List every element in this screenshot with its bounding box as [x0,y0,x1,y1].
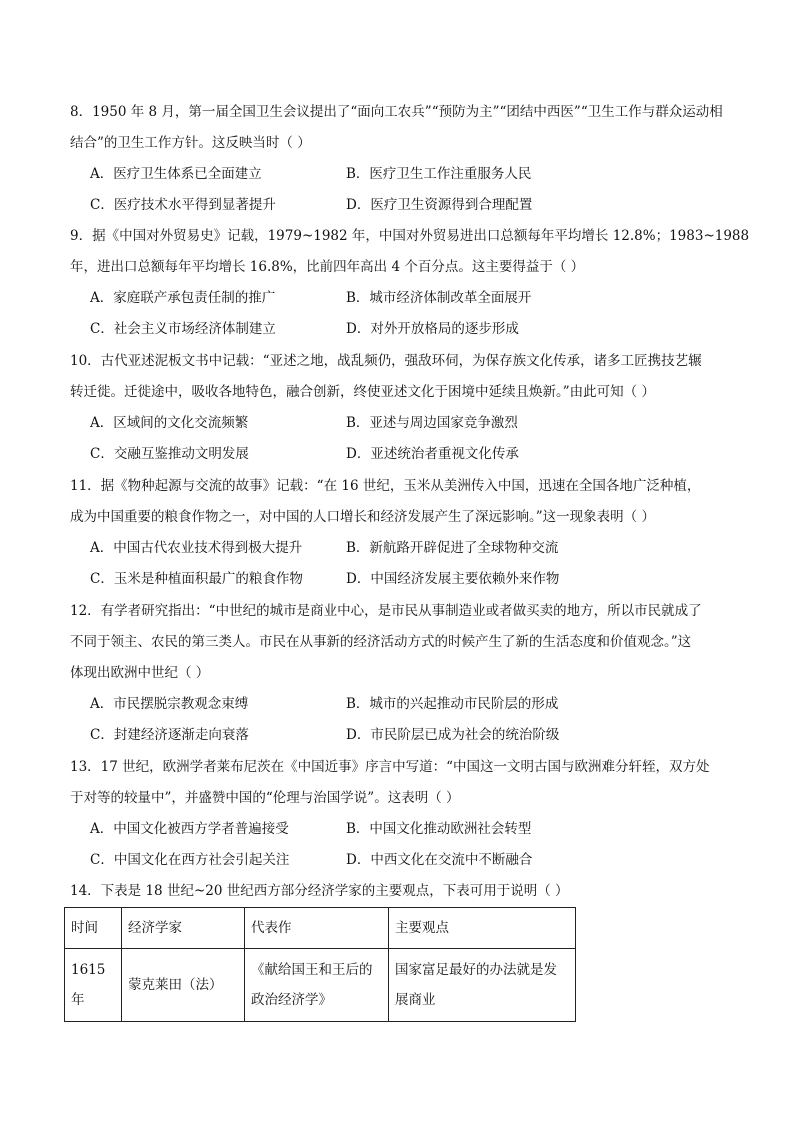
question-8-line-2: 结合”的卫生工作方针。这反映当时（ ） [70,135,311,151]
table-cell-view-line-2: 展商业 [395,992,436,1008]
question-8 [70,97,728,159]
question-8-option-b[interactable]: B．医疗卫生工作注重服务人民 [346,166,532,182]
question-10-option-d[interactable]: D．亚述统治者重视文化传承 [346,446,519,462]
table-header-work: 代表作 [245,908,389,949]
question-9-line-2: 年，进出口总额每年平均增长 16.8%，比前四年高出 4 个百分点。这主要得益于（ ） [70,259,585,275]
question-11-options-row-2 [90,564,730,595]
question-13-options-row-2 [90,845,730,876]
question-12-line-2: 不同于领主、农民的第三类人。市民在从事新的经济活动方式的时候产生了新的生活态度和价值观念。”这 [70,634,692,650]
question-8-option-d[interactable]: D．医疗卫生资源得到合理配置 [346,197,533,213]
question-10-option-c[interactable]: C．交融互鉴推动文明发展 [90,446,249,462]
table-cell-view [389,949,576,1022]
question-12-line-1: 12．有学者研究指出：“中世纪的城市是商业中心，是市民从事制造业或者做买卖的地方，所以市民就成了 [70,603,702,619]
question-13-option-c[interactable]: C．中国文化在西方社会引起关注 [90,852,290,868]
question-12-line-3: 体现出欧洲中世纪（ ） [70,665,210,681]
question-11-option-a[interactable]: A．中国古代农业技术得到极大提升 [90,540,303,556]
question-8-option-a[interactable]: A．医疗卫生体系已全面建立 [90,166,262,182]
question-13-option-d[interactable]: D．中西文化在交流中不断融合 [346,852,533,868]
table-header-row [65,908,576,949]
question-10-line-2: 转迁徙。迁徙途中，吸收各地特色，融合创新，终使亚述文化于困境中延续且焕新。”由此可知（ ） [70,384,655,400]
question-12-option-c[interactable]: C．封建经济逐渐走向衰落 [90,727,249,743]
question-11 [70,471,728,533]
question-13-option-b[interactable]: B．中国文化推动欧洲社会转型 [346,821,532,837]
table-cell-time [65,949,122,1022]
question-8-option-c[interactable]: C．医疗技术水平得到显著提升 [90,197,276,213]
question-10-options-row-1 [90,408,730,439]
question-9-option-a[interactable]: A．家庭联产承包责任制的推广 [90,290,276,306]
question-8-options-row-2 [90,190,730,221]
question-10-option-b[interactable]: B．亚述与周边国家竞争激烈 [346,415,518,431]
question-11-line-1: 11．据《物种起源与交流的故事》记载：“在 16 世纪，玉米从美洲传入中国，迅速在全国各地广泛种植， [70,478,701,494]
table-cell-time-line-2: 年 [71,992,85,1008]
question-9-option-c[interactable]: C．社会主义市场经济体制建立 [90,321,276,337]
question-13-option-a[interactable]: A．中国文化被西方学者普遍接受 [90,821,289,837]
question-12-options-row-1 [90,689,730,720]
question-10-option-a[interactable]: A．区域间的文化交流频繁 [90,415,249,431]
question-10-options-row-2 [90,439,730,470]
question-13-line-1: 13．17 世纪，欧洲学者莱布尼茨在《中国近事》序言中写道：“中国这一文明古国与欧洲难分轩轾，双方处 [70,759,710,775]
question-14 [70,876,728,907]
table-cell-work [245,949,389,1022]
question-9-line-1: 9．据《中国对外贸易史》记载，1979~1982 年，中国对外贸易进出口总额每年平均增长 12.8%；1983~1988 [70,228,750,244]
question-12-option-d[interactable]: D．市民阶层已成为社会的统治阶级 [346,727,560,743]
question-8-options-row-1 [90,159,730,190]
table-cell-view-line-1: 国家富足最好的办法就是发 [395,962,557,978]
question-13-line-2: 于对等的较量中”，并盛赞中国的“伦理与治国学说”。这表明（ ） [70,790,460,806]
table-row [65,949,576,1022]
table-header-view: 主要观点 [389,908,576,949]
question-9-options-row-2 [90,314,730,345]
economists-table [64,907,576,1022]
table-cell-economist: 蒙克莱田（法） [122,949,245,1022]
question-9-options-row-1 [90,283,730,314]
question-9-option-d[interactable]: D．对外开放格局的逐步形成 [346,321,519,337]
question-11-option-d[interactable]: D．中国经济发展主要依赖外来作物 [346,571,560,587]
table-cell-work-line-2: 政治经济学》 [251,992,332,1008]
question-13 [70,752,728,814]
question-14-line-1: 14．下表是 18 世纪~20 世纪西方部分经济学家的主要观点，下表可用于说明（ ） [70,883,569,899]
table-header-economist: 经济学家 [122,908,245,949]
question-9-option-b[interactable]: B．城市经济体制改革全面展开 [346,290,532,306]
table-cell-time-line-1: 1615 [71,962,106,978]
question-11-option-b[interactable]: B．新航路开辟促进了全球物种交流 [346,540,559,556]
question-13-options-row-1 [90,814,730,845]
table-header-time: 时间 [65,908,122,949]
question-12 [70,596,728,689]
question-11-line-2: 成为中国重要的粮食作物之一，对中国的人口增长和经济发展产生了深远影响。”这一现象表明（ ） [70,509,655,525]
question-12-option-a[interactable]: A．市民摆脱宗教观念束缚 [90,696,249,712]
question-10 [70,346,728,408]
question-11-option-c[interactable]: C．玉米是种植面积最广的粮食作物 [90,571,303,587]
table-cell-work-line-1: 《献给国王和王后的 [251,962,373,978]
question-8-line-1: 8．1950 年 8 月，第一届全国卫生会议提出了“面向工农兵”“预防为主”“团结中西医”“卫生工作与群众运动相 [70,104,723,120]
question-9 [70,221,750,283]
question-12-option-b[interactable]: B．城市的兴起推动市民阶层的形成 [346,696,559,712]
question-12-options-row-2 [90,720,730,751]
question-11-options-row-1 [90,533,730,564]
question-10-line-1: 10．古代亚述泥板文书中记载：“亚述之地，战乱频仍，强敌环伺，为保存族文化传承，诸多工匠携技艺辗 [70,353,702,369]
